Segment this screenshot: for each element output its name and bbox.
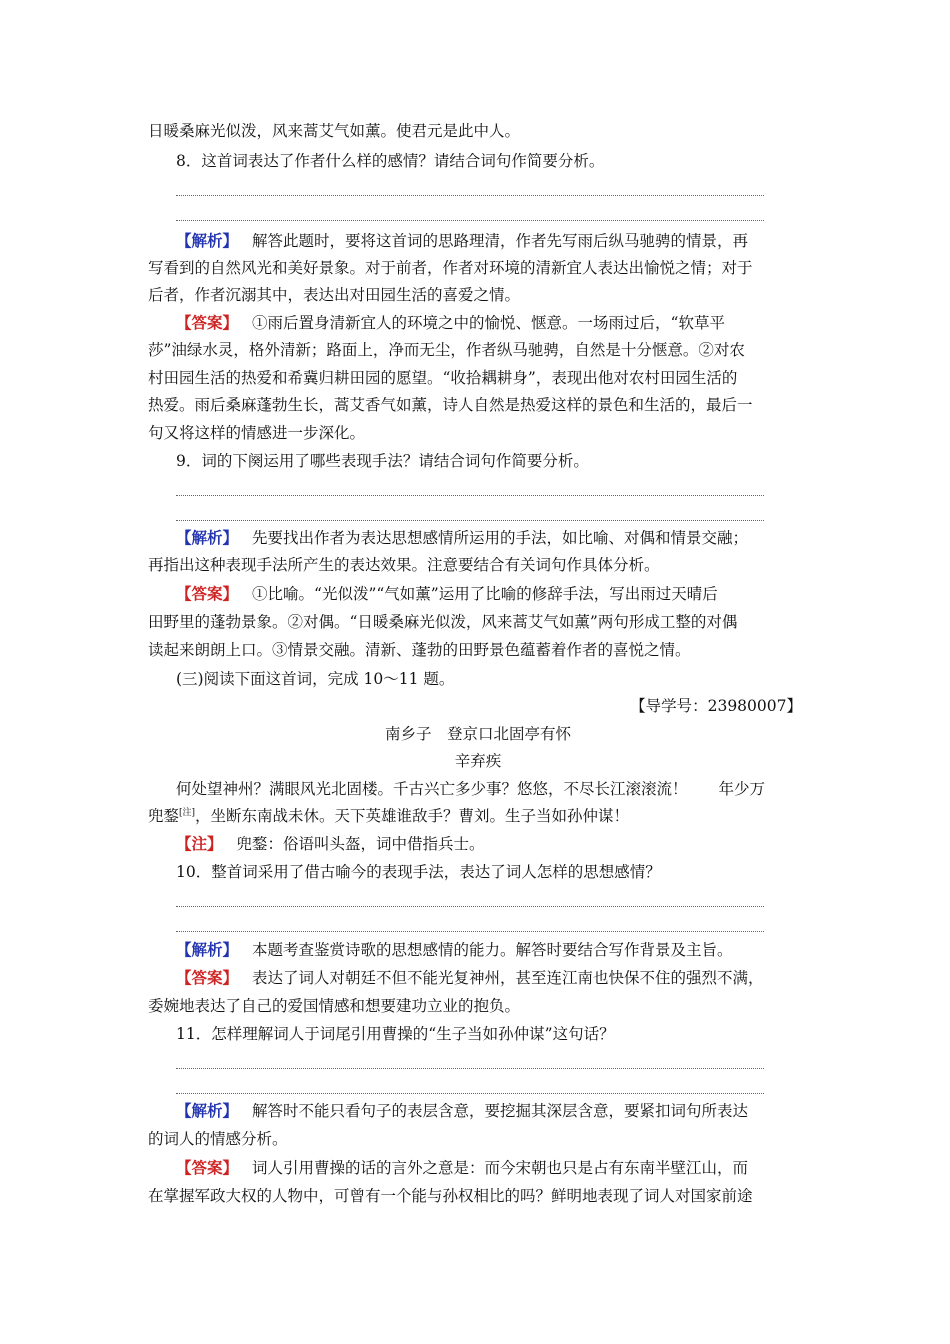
analysis-label: 【解析】 [176, 940, 239, 959]
analysis-line: 后者，作者沉溺其中，表达出对田园生活的喜爱之情。 [148, 286, 521, 304]
answer-blank-line [176, 931, 764, 932]
analysis-paragraph: 【解析】 解答时不能只看句子的表层含意，要挖掘其深层含意，要紧扣词句所表达 [176, 1101, 749, 1120]
answer-line: 村田园生活的热爱和希冀归耕田园的愿望。“收拾耦耕身”，表现出他对农村田园生活的 [148, 369, 738, 387]
poem-line: 何处望神州？满眼风光北固楼。千古兴亡多少事？悠悠，不尽长江滚滚流！ 年少万 [176, 780, 766, 798]
poem-author: 辛弃疾 [454, 752, 502, 770]
answer-line: 读起来朗朗上口。③情景交融。清新、蓬勃的田野景色蕴蓄着作者的喜悦之情。 [148, 641, 691, 659]
answer-label: 【答案】 [176, 1158, 239, 1177]
footnote-marker: [注] [179, 807, 196, 818]
analysis-line: 写看到的自然风光和美好景象。对于前者，作者对环境的清新宜人表达出愉悦之情；对于 [148, 259, 753, 277]
answer-line: 句又将这样的情感进一步深化。 [148, 424, 366, 442]
answer-line: 热爱。雨后桑麻蓬勃生长，蒿艾香气如薰，诗人自然是热爱这样的景色和生活的，最后一 [148, 396, 753, 414]
analysis-label: 【解析】 [176, 1101, 239, 1120]
answer-line: 莎”油绿水灵，格外清新；路面上，净而无尘，作者纵马驰骋，自然是十分惬意。②对农 [148, 341, 745, 359]
answer-label: 【答案】 [176, 313, 239, 332]
analysis-line: 再指出这种表现手法所产生的表达效果。注意要结合有关词句作具体分析。 [148, 556, 660, 574]
answer-paragraph: 【答案】 词人引用曹操的话的言外之意是：而今宋朝也只是占有东南半壁江山，而 [176, 1158, 749, 1177]
answer-paragraph: 【答案】 表达了词人对朝廷不但不能光复神州，甚至连江南也快保不住的强烈不满， [176, 968, 764, 987]
poem-line: 兜鍪[注]，坐断东南战未休。天下英雄谁敌手？曹刘。生子当如孙仲谋！ [148, 807, 630, 825]
poem-title: 南乡子 登京口北固亭有怀 [384, 725, 571, 743]
question-9: 9．词的下阕运用了哪些表现手法？请结合词句作简要分析。 [176, 452, 589, 470]
answer-blank-line [176, 195, 764, 196]
note-paragraph: 【注】 兜鍪：俗语叫头盔，词中借指兵士。 [176, 834, 485, 853]
answer-blank-line [176, 1093, 764, 1094]
analysis-paragraph: 【解析】 本题考查鉴赏诗歌的思想感情的能力。解答时要结合写作背景及主旨。 [176, 940, 733, 959]
answer-paragraph: 【答案】 ①比喻。“光似泼”“气如薰”运用了比喻的修辞手法，写出雨过天晴后 [176, 584, 718, 603]
question-10: 10．整首词采用了借古喻今的表现手法，表达了词人怎样的思想感情？ [176, 863, 661, 881]
answer-label: 【答案】 [176, 584, 239, 603]
answer-line: 委婉地表达了自己的爱国情感和想要建功立业的抱负。 [148, 997, 521, 1015]
answer-blank-line [176, 520, 764, 521]
analysis-paragraph: 【解析】 先要找出作者为表达思想感情所运用的手法，如比喻、对偶和情景交融； [176, 528, 749, 547]
poem-closing-line: 日暖桑麻光似泼，风来蒿艾气如薰。使君元是此中人。 [148, 122, 521, 140]
analysis-label: 【解析】 [176, 231, 239, 250]
answer-label: 【答案】 [176, 968, 239, 987]
answer-blank-line [176, 1068, 764, 1069]
answer-line: 田野里的蓬勃景象。②对偶。“日暖桑麻光似泼，风来蒿艾气如薰”两句形成工整的对偶 [148, 613, 738, 631]
answer-blank-line [176, 495, 764, 496]
answer-blank-line [176, 220, 764, 221]
analysis-label: 【解析】 [176, 528, 239, 547]
section-instruction: (三)阅读下面这首词，完成 10～11 题。 [176, 670, 455, 688]
answer-paragraph: 【答案】 ①雨后置身清新宜人的环境之中的愉悦、惬意。一场雨过后，“软草平 [176, 313, 725, 332]
analysis-line: 的词人的情感分析。 [148, 1130, 288, 1148]
guide-number: 【导学号：23980007】 [630, 697, 802, 715]
question-11: 11．怎样理解词人于词尾引用曹操的“生子当如孙仲谋”这句话？ [176, 1025, 615, 1043]
answer-line: 在掌握军政大权的人物中，可曾有一个能与孙权相比的吗？鲜明地表现了词人对国家前途 [148, 1187, 753, 1205]
analysis-paragraph: 【解析】 解答此题时，要将这首词的思路理清，作者先写雨后纵马驰骋的情景，再 [176, 231, 749, 250]
question-8: 8．这首词表达了作者什么样的感情？请结合词句作简要分析。 [176, 152, 605, 170]
note-label: 【注】 [176, 834, 223, 853]
answer-blank-line [176, 906, 764, 907]
